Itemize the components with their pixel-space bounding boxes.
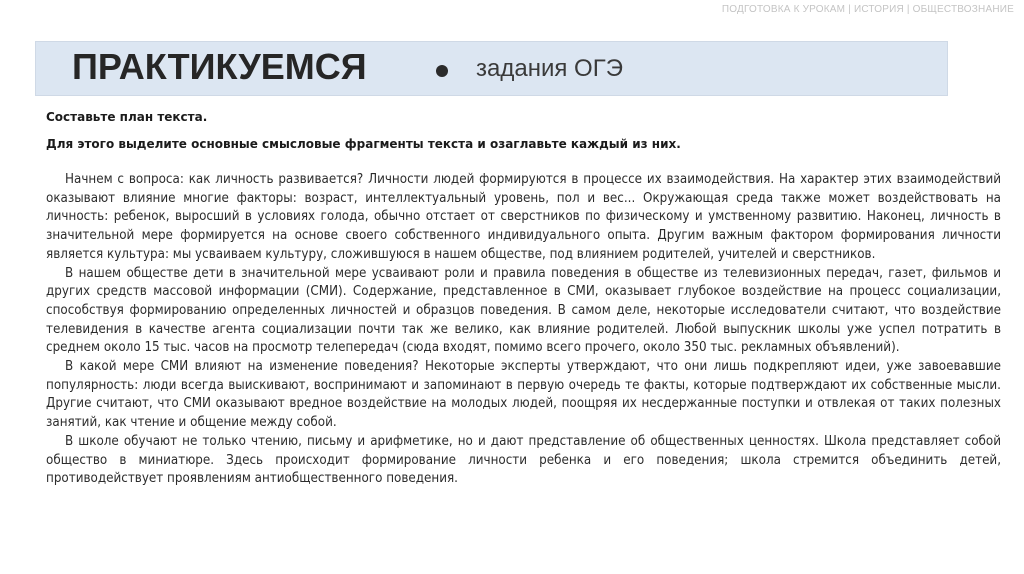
task-instruction: Составьте план текста. xyxy=(46,110,208,124)
header-caption: ПОДГОТОВКА К УРОКАМ | ИСТОРИЯ | ОБЩЕСТВОЗНАНИЕ xyxy=(721,4,1014,15)
text-paragraph: В школе обучают не только чтению, письму и арифметике, но и дают представление об общественных ценностях. Школа представляет собой общество в миниатюре. Здесь происходит формирование личности ребенка и его поведения; школа стремится объединить детей, противодействует проявлениям антиобщественного поведения. xyxy=(46,433,1001,487)
text-paragraph: В нашем обществе дети в значительной мере усваивают роли и правила поведения в обществе из телевизионных передач, газет, фильмов и других средств массовой информации (СМИ). Содержание, представленное в СМИ, оказывает глубокое воздействие на процесс социализации, способствуя формированию определенных личностей и образцов поведения. В самом деле, некоторые исследователи считают, что воздействие телевидения в качестве агента социализации почти так же велико, как влияние родителей. Любой выпускник школы уже успел потратить в среднем около 15 тыс. часов на просмотр телепередач (сюда входят, помимо всего прочего, около 350 тыс. рекламных объявлений). xyxy=(46,265,1001,356)
task-instruction-detail: Для этого выделите основные смысловые фрагменты текста и озаглавьте каждый из них. xyxy=(46,137,681,151)
text-paragraph: Начнем с вопроса: как личность развивается? Личности людей формируются в процессе их взаимодействия. На характер этих взаимодействий оказывают влияние многие факторы: возраст, интеллектуальный уровень, пол и вес... Окружающая среда также может воздействовать на личность: ребенок, выросший в условиях голода, обычно отстает от сверстников по физическому и умственному развитию. Наконец, личность в значительной мере формируется на основе своего собственного индивидуального опыта. Другим важным фактором формирования личности является культура: мы усваиваем культуру, сложившуюся в нашем обществе, под влиянием родителей, учителей и сверстников. xyxy=(46,172,1001,262)
page-subtitle: задания ОГЭ xyxy=(476,55,623,82)
page-title: ПРАКТИКУЕМСЯ xyxy=(72,46,367,87)
text-paragraph: В какой мере СМИ влияют на изменение поведения? Некоторые эксперты утверждают, что они лишь подкрепляют идеи, уже завоевавшие популярность: люди всегда выискивают, воспринимают и запоминают в первую очередь те факты, которые подтверждают их собственные мысли. Другие считают, что СМИ оказывают вредное воздействие на молодых людей, поощряя их несдержанные поступки и отвлекая от таких полезных занятий, как чтение и общение между собой. xyxy=(46,359,1001,431)
bullet-dot-icon xyxy=(436,65,448,77)
source-text xyxy=(46,171,1001,489)
